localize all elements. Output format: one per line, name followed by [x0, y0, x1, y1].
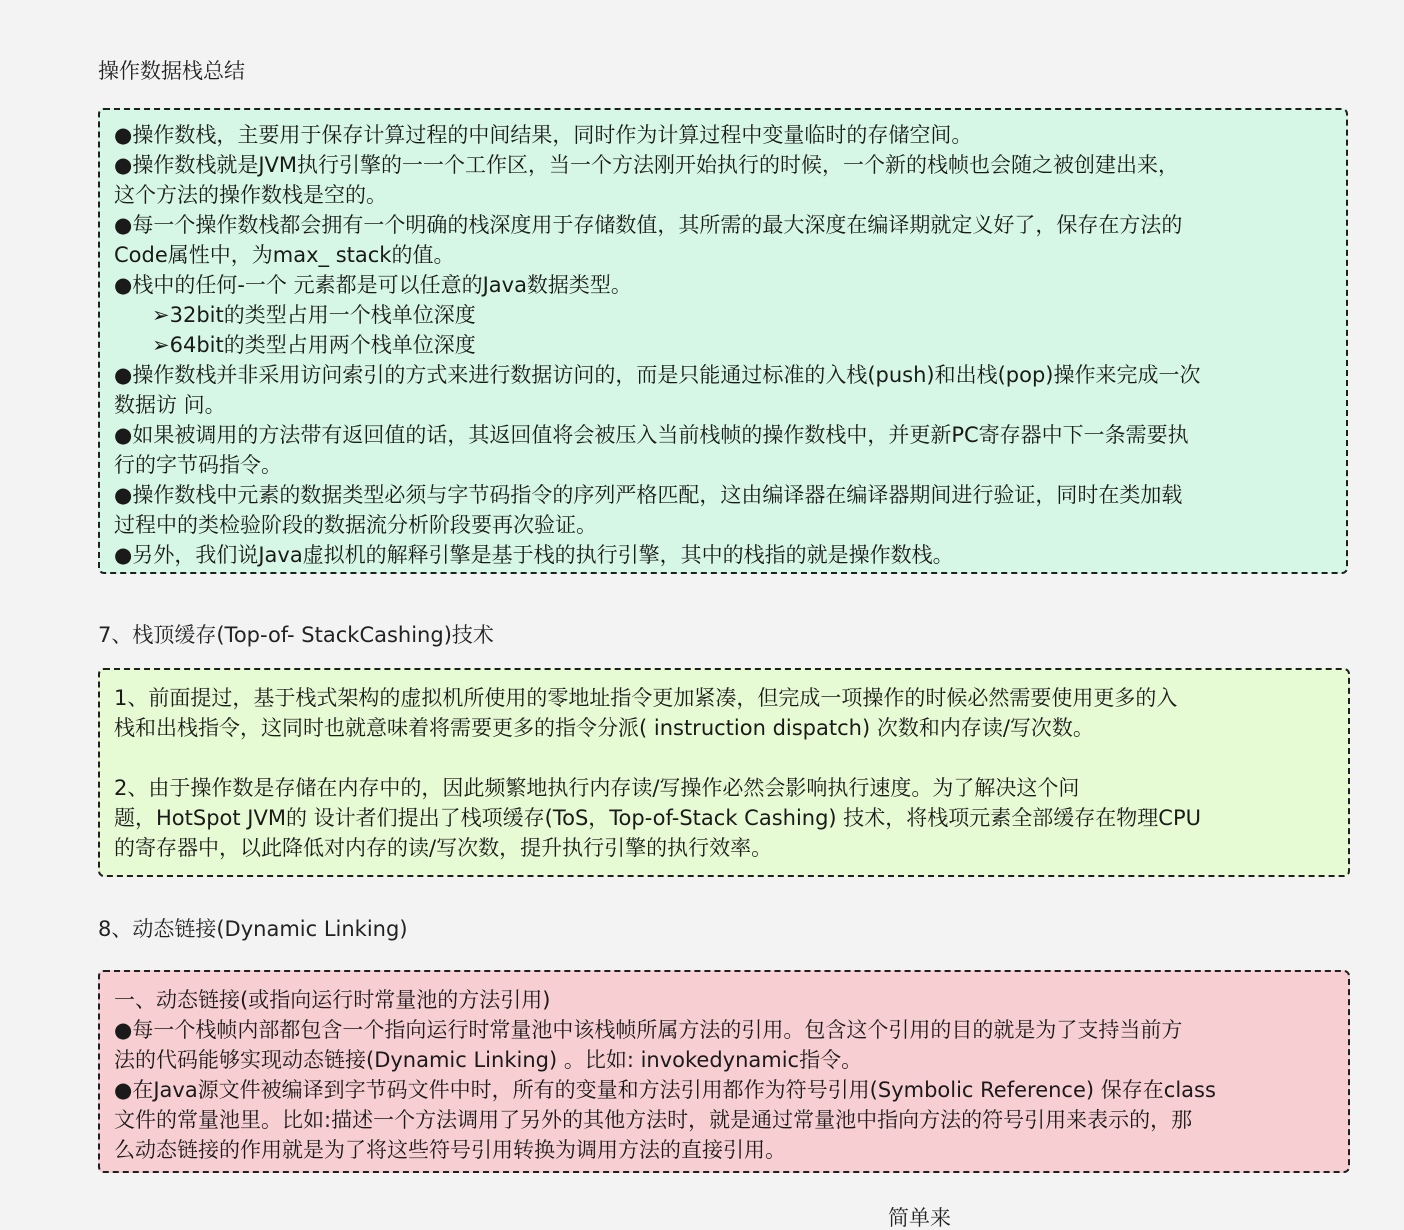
note-subitem-line: ➢32bit的类型占用一个栈单位深度 [152, 303, 476, 327]
note-line: Code属性中，为max_ stack的值。 [114, 243, 455, 267]
note-box-dynamic-linking[interactable] [98, 970, 1350, 1173]
note-line: ●如果被调用的方法带有返回值的话，其返回值将会被压入当前栈帧的操作数栈中，并更新PC寄存器中下一条需要执 [114, 423, 1189, 447]
note-box-stack-caching[interactable] [98, 668, 1350, 877]
note-line: 栈和出栈指令，这同时也就意味着将需要更多的指令分派( instruction dispatch) 次数和内存读/写次数。 [114, 716, 1094, 740]
note-line: 2、由于操作数是存储在内存中的，因此频繁地执行内存读/写操作必然会影响执行速度。为了解决这个问 [114, 776, 1080, 800]
note-line: ●操作数栈就是JVM执行引擎的一一个工作区，当一个方法刚开始执行的时候，一个新的栈帧也会随之被创建出来， [114, 153, 1179, 177]
note-line: 法的代码能够实现动态链接(Dynamic Linking) 。比如: invokedynamic指令。 [114, 1048, 863, 1072]
note-line: ●操作数栈中元素的数据类型必须与字节码指令的序列严格匹配，这由编译器在编译器期间进行验证，同时在类加载 [114, 483, 1183, 507]
note-line: 题，HotSpot JVM的 设计者们提出了栈项缓存(ToS，Top-of-Stack Cashing) 技术，将栈项元素全部缓存在物理CPU [114, 806, 1201, 830]
note-line: ●每一个栈帧内部都包含一个指向运行时常量池中该栈帧所属方法的引用。包含这个引用的目的就是为了支持当前方 [114, 1018, 1183, 1042]
note-line: ●在Java源文件被编译到字节码文件中时，所有的变量和方法引用都作为符号引用(Symbolic Reference) 保存在class [114, 1078, 1216, 1102]
note-subitem-line: ➢64bit的类型占用两个栈单位深度 [152, 333, 476, 357]
note-line: 这个方法的操作数栈是空的。 [114, 183, 387, 207]
cut-off-text: 简单来 [888, 1206, 951, 1230]
note-line: ●另外，我们说Java虚拟机的解释引擎是基于栈的执行引擎，其中的栈指的就是操作数栈。 [114, 543, 954, 567]
note-box-operand-stack[interactable] [98, 108, 1348, 574]
note-line: 么动态链接的作用就是为了将这些符号引用转换为调用方法的直接引用。 [114, 1138, 786, 1162]
section-title-dynamic-linking: 8、动态链接(Dynamic Linking) [98, 917, 408, 941]
note-line: 数据访 问。 [114, 393, 226, 417]
note-line: ●每一个操作数栈都会拥有一个明确的栈深度用于存储数值，其所需的最大深度在编译期就定义好了，保存在方法的 [114, 213, 1183, 237]
note-line: 行的字节码指令。 [114, 453, 282, 477]
note-line: 1、前面提过，基于栈式架构的虚拟机所使用的零地址指令更加紧凑，但完成一项操作的时候必然需要使用更多的入 [114, 686, 1178, 710]
note-line: ●操作数栈并非采用访问索引的方式来进行数据访问的，而是只能通过标准的入栈(push)和出栈(pop)操作来完成一次 [114, 363, 1201, 387]
section-title-top-of-stack-caching: 7、栈顶缓存(Top-of- StackCashing)技术 [98, 623, 494, 647]
note-line: ●栈中的任何-一个 元素都是可以任意的Java数据类型。 [114, 273, 632, 297]
note-line: 过程中的类检验阶段的数据流分析阶段要再次验证。 [114, 513, 597, 537]
paragraph-gap [114, 743, 1334, 773]
note-line: 的寄存器中，以此降低对内存的读/写次数，提升执行引擎的执行效率。 [114, 836, 773, 860]
note-line: 一、动态链接(或指向运行时常量池的方法引用) [114, 988, 551, 1012]
section-title-operand-stack-summary: 操作数据栈总结 [98, 59, 245, 83]
note-line: 文件的常量池里。比如:描述一个方法调用了另外的其他方法时，就是通过常量池中指向方法的符号引用来表示的，那 [114, 1108, 1193, 1132]
note-line: ●操作数栈，主要用于保存计算过程的中间结果，同时作为计算过程中变量临时的存储空间。 [114, 123, 973, 147]
